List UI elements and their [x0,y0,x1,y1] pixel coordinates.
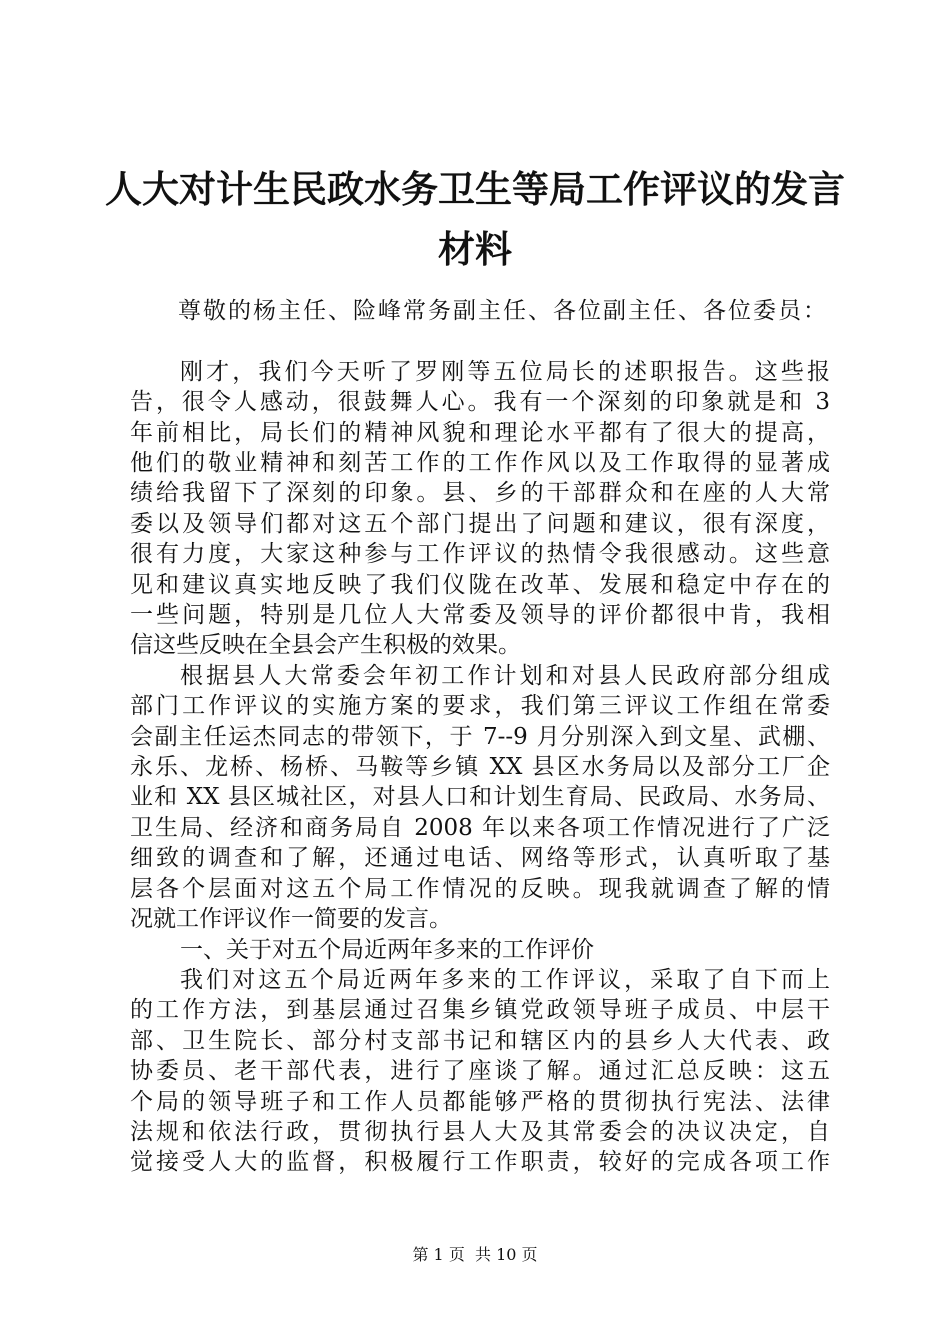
text-line: 一些问题，特别是几位人大常委及领导的评价都很中肯，我相 [130,602,830,629]
blank-line [130,326,830,356]
text-line: 细致的调查和了解，还通过电话、网络等形式，认真听取了基 [130,845,830,872]
text-line: 会副主任运杰同志的带领下，于 7--9 月分别深入到文星、武棚、 [130,723,830,750]
text-line: 刚才，我们今天听了罗刚等五位局长的述职报告。这些报 [180,358,830,385]
text-line: 个局的领导班子和工作人员都能够严格的贯彻执行宪法、法律 [130,1088,830,1115]
text-line: 业和 XX 县区城社区，对县人口和计划生育局、民政局、水务局、 [130,784,830,811]
section-heading: 一、关于对五个局近两年多来的工作评价 [180,936,594,963]
page-title [100,160,850,280]
text-line: 根据县人大常委会年初工作计划和对县人民政府部分组成 [180,662,830,689]
text-line: 协委员、老干部代表，进行了座谈了解。通过汇总反映：这五 [130,1058,830,1085]
text-line: 部、卫生院长、部分村支部书记和辖区内的县乡人大代表、政 [130,1027,830,1054]
salutation: 尊敬的杨主任、险峰常务副主任、各位副主任、各位委员： [178,298,828,324]
paragraph-2 [130,661,830,935]
title-line-1: 人大对计生民政水务卫生等局工作评议的发言 [105,168,845,211]
text-line: 法规和依法行政，贯彻执行县人大及其常委会的决议决定，自 [130,1118,830,1145]
text-line: 部门工作评议的实施方案的要求，我们第三评议工作组在常委 [130,693,830,720]
text-line: 年前相比，局长们的精神风貌和理论水平都有了很大的提高， [130,419,830,446]
text-line: 告，很令人感动，很鼓舞人心。我有一个深刻的印象就是和 3 [130,389,830,416]
text-line: 他们的敬业精神和刻苦工作的工作作风以及工作取得的显著成 [130,450,830,477]
text-line: 信这些反映在全县会产生积极的效果。 [130,632,521,659]
text-line: 况就工作评议作一简要的发言。 [130,906,452,933]
text-line: 很有力度，大家这种参与工作评议的热情令我很感动。这些意 [130,541,830,568]
paragraph-1 [130,357,830,661]
text-line: 绩给我留下了深刻的印象。县、乡的干部群众和在座的人大常 [130,480,830,507]
text-line: 卫生局、经济和商务局自 2008 年以来各项工作情况进行了广泛 [130,814,830,841]
page-footer: 第 1 页 共 10 页 [412,1245,538,1264]
document-body [130,296,830,1178]
text-line: 永乐、龙桥、杨桥、马鞍等乡镇 XX 县区水务局以及部分工厂企 [130,754,830,781]
text-line: 委以及领导们都对这五个部门提出了问题和建议，很有深度， [130,510,830,537]
text-line: 见和建议真实地反映了我们仪陇在改革、发展和稳定中存在的 [130,571,830,598]
paragraph-3 [130,965,830,1178]
text-line: 的工作方法，到基层通过召集乡镇党政领导班子成员、中层干 [130,997,830,1024]
text-line: 我们对这五个局近两年多来的工作评议，采取了自下而上 [180,966,830,993]
title-line-2: 材料 [438,228,512,271]
text-line: 层各个层面对这五个局工作情况的反映。现我就调查了解的情 [130,875,830,902]
text-line: 觉接受人大的监督，积极履行工作职责，较好的完成各项工作 [130,1149,830,1176]
